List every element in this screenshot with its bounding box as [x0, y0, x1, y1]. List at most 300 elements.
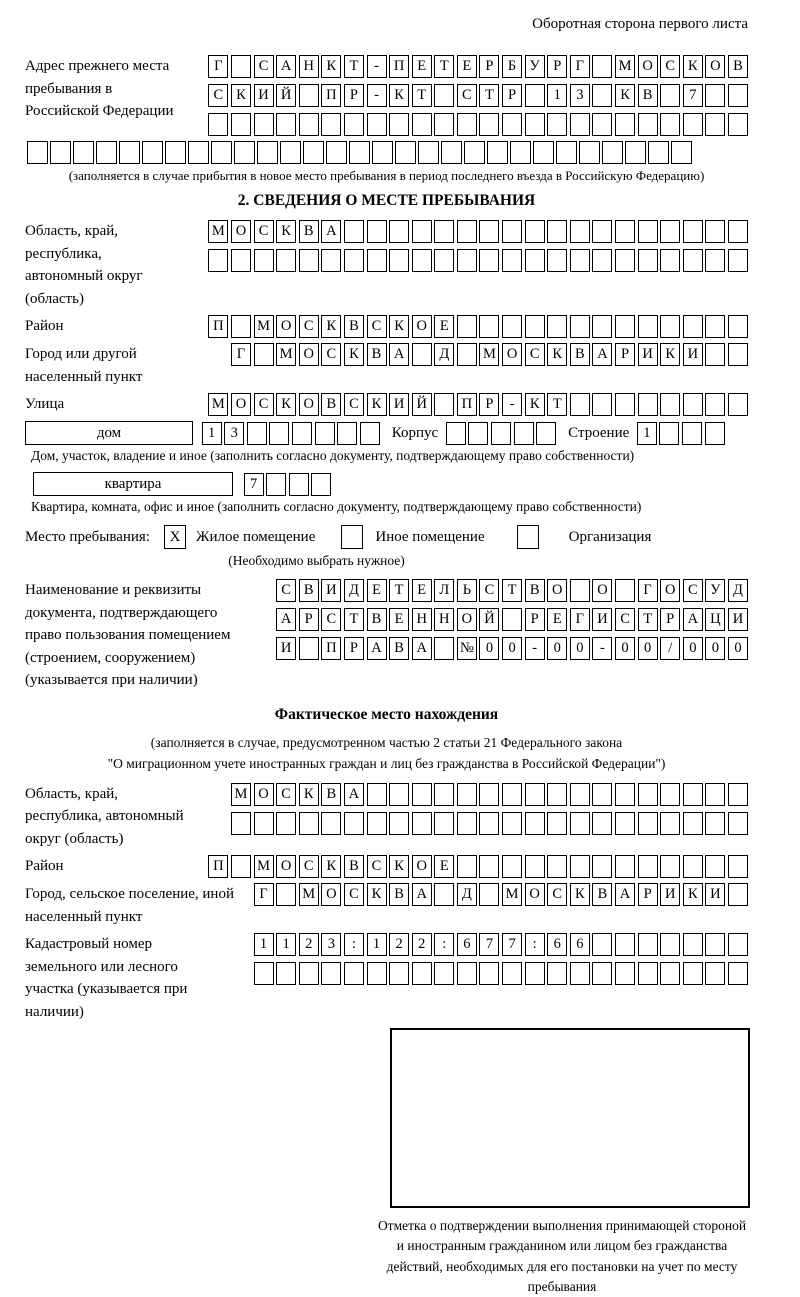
char-box[interactable]: И [321, 579, 341, 602]
char-box[interactable] [208, 249, 228, 272]
char-box[interactable] [446, 422, 466, 445]
char-box[interactable]: С [479, 579, 499, 602]
char-box[interactable]: М [254, 855, 274, 878]
char-box[interactable] [625, 141, 646, 164]
char-box[interactable] [638, 249, 658, 272]
char-box[interactable]: К [321, 55, 341, 78]
char-box[interactable] [728, 315, 748, 338]
char-box[interactable] [705, 220, 725, 243]
char-box[interactable]: Т [412, 84, 432, 107]
char-box[interactable] [638, 113, 658, 136]
char-box[interactable] [254, 343, 274, 366]
char-box[interactable]: 7 [244, 473, 264, 496]
char-box[interactable] [705, 933, 725, 956]
char-box[interactable] [208, 113, 228, 136]
char-box[interactable] [683, 393, 703, 416]
char-box[interactable]: П [389, 55, 409, 78]
char-box[interactable] [457, 220, 477, 243]
char-box[interactable] [728, 343, 748, 366]
char-box[interactable]: 1 [367, 933, 387, 956]
char-box[interactable]: А [592, 343, 612, 366]
char-box[interactable]: С [299, 315, 319, 338]
char-box[interactable] [728, 933, 748, 956]
char-box[interactable]: О [231, 220, 251, 243]
char-box[interactable]: 7 [502, 933, 522, 956]
char-box[interactable] [289, 473, 309, 496]
char-box[interactable]: : [344, 933, 364, 956]
char-box[interactable]: И [638, 343, 658, 366]
char-box[interactable]: А [321, 220, 341, 243]
char-box[interactable] [119, 141, 140, 164]
char-box[interactable] [434, 220, 454, 243]
char-box[interactable] [231, 113, 251, 136]
char-box[interactable]: О [254, 783, 274, 806]
char-box[interactable] [434, 783, 454, 806]
char-box[interactable] [682, 422, 702, 445]
char-box[interactable] [592, 783, 612, 806]
char-box[interactable] [514, 422, 534, 445]
char-box[interactable] [412, 962, 432, 985]
char-box[interactable] [615, 393, 635, 416]
char-box[interactable]: И [389, 393, 409, 416]
char-box[interactable] [728, 962, 748, 985]
char-box[interactable] [231, 249, 251, 272]
char-box[interactable] [292, 422, 312, 445]
char-box[interactable]: 0 [479, 637, 499, 660]
char-box[interactable] [660, 315, 680, 338]
char-box[interactable]: Б [502, 55, 522, 78]
char-box[interactable]: А [344, 783, 364, 806]
char-box[interactable]: Й [412, 393, 432, 416]
char-box[interactable] [615, 962, 635, 985]
char-box[interactable] [638, 393, 658, 416]
char-box[interactable]: М [254, 315, 274, 338]
char-box[interactable] [615, 855, 635, 878]
char-box[interactable]: К [389, 855, 409, 878]
char-box[interactable]: Р [660, 608, 680, 631]
char-box[interactable] [269, 422, 289, 445]
char-box[interactable] [547, 855, 567, 878]
char-box[interactable] [660, 249, 680, 272]
char-box[interactable]: С [321, 608, 341, 631]
char-box[interactable] [592, 113, 612, 136]
char-box[interactable] [344, 220, 364, 243]
char-box[interactable] [247, 422, 267, 445]
char-box[interactable]: В [321, 783, 341, 806]
char-box[interactable] [367, 220, 387, 243]
char-box[interactable] [344, 962, 364, 985]
char-box[interactable]: Й [276, 84, 296, 107]
char-box[interactable] [479, 855, 499, 878]
char-box[interactable]: 0 [683, 637, 703, 660]
char-box[interactable]: В [592, 883, 612, 906]
char-box[interactable] [344, 249, 364, 272]
char-box[interactable] [570, 812, 590, 835]
char-box[interactable]: К [683, 55, 703, 78]
char-box[interactable] [660, 113, 680, 136]
char-box[interactable]: К [683, 883, 703, 906]
char-box[interactable] [683, 962, 703, 985]
checkbox-residential[interactable]: X [164, 525, 186, 549]
char-box[interactable] [266, 473, 286, 496]
char-box[interactable] [556, 141, 577, 164]
char-box[interactable] [592, 315, 612, 338]
char-box[interactable] [299, 637, 319, 660]
char-box[interactable] [683, 855, 703, 878]
char-box[interactable] [479, 812, 499, 835]
char-box[interactable] [257, 141, 278, 164]
char-box[interactable]: 6 [547, 933, 567, 956]
char-box[interactable] [660, 84, 680, 107]
char-box[interactable] [479, 113, 499, 136]
char-box[interactable] [638, 855, 658, 878]
char-box[interactable] [254, 962, 274, 985]
char-box[interactable] [299, 249, 319, 272]
char-box[interactable]: О [547, 579, 567, 602]
char-box[interactable]: Е [389, 608, 409, 631]
char-box[interactable] [705, 783, 725, 806]
char-box[interactable]: 1 [276, 933, 296, 956]
char-box[interactable] [367, 812, 387, 835]
char-box[interactable] [570, 220, 590, 243]
char-box[interactable] [491, 422, 511, 445]
char-box[interactable] [457, 113, 477, 136]
char-box[interactable]: С [344, 393, 364, 416]
char-box[interactable]: Р [479, 55, 499, 78]
char-box[interactable] [592, 55, 612, 78]
char-box[interactable] [705, 422, 725, 445]
char-box[interactable]: Т [638, 608, 658, 631]
char-box[interactable] [592, 84, 612, 107]
char-box[interactable] [464, 141, 485, 164]
char-box[interactable] [457, 812, 477, 835]
char-box[interactable]: Т [502, 579, 522, 602]
char-box[interactable] [570, 113, 590, 136]
char-box[interactable] [592, 812, 612, 835]
char-box[interactable]: О [638, 55, 658, 78]
char-box[interactable] [728, 393, 748, 416]
char-box[interactable]: Г [231, 343, 251, 366]
char-box[interactable]: В [570, 343, 590, 366]
char-box[interactable]: 2 [389, 933, 409, 956]
char-box[interactable] [412, 343, 432, 366]
char-box[interactable] [276, 249, 296, 272]
char-box[interactable]: В [299, 220, 319, 243]
char-box[interactable] [231, 855, 251, 878]
char-box[interactable]: Е [412, 579, 432, 602]
char-box[interactable] [502, 608, 522, 631]
char-box[interactable]: 1 [637, 422, 657, 445]
char-box[interactable]: О [525, 883, 545, 906]
char-box[interactable]: Р [502, 84, 522, 107]
char-box[interactable]: И [254, 84, 274, 107]
char-box[interactable] [705, 812, 725, 835]
char-box[interactable] [502, 783, 522, 806]
char-box[interactable]: О [299, 393, 319, 416]
char-box[interactable]: К [276, 393, 296, 416]
char-box[interactable] [457, 249, 477, 272]
char-box[interactable]: К [389, 315, 409, 338]
char-box[interactable] [547, 113, 567, 136]
char-box[interactable] [683, 783, 703, 806]
char-box[interactable] [525, 855, 545, 878]
checkbox-organization[interactable] [517, 525, 539, 549]
char-box[interactable]: К [389, 84, 409, 107]
char-box[interactable]: Р [525, 608, 545, 631]
char-box[interactable] [510, 141, 531, 164]
char-box[interactable] [525, 315, 545, 338]
char-box[interactable]: Н [412, 608, 432, 631]
char-box[interactable] [705, 84, 725, 107]
char-box[interactable]: - [367, 84, 387, 107]
char-box[interactable] [525, 962, 545, 985]
char-box[interactable]: / [660, 637, 680, 660]
char-box[interactable]: 2 [299, 933, 319, 956]
char-box[interactable]: О [705, 55, 725, 78]
char-box[interactable] [457, 783, 477, 806]
char-box[interactable] [254, 812, 274, 835]
char-box[interactable] [660, 783, 680, 806]
char-box[interactable] [683, 933, 703, 956]
char-box[interactable] [299, 113, 319, 136]
char-box[interactable] [487, 141, 508, 164]
char-box[interactable] [570, 315, 590, 338]
char-box[interactable] [479, 783, 499, 806]
char-box[interactable]: - [367, 55, 387, 78]
char-box[interactable] [615, 579, 635, 602]
char-box[interactable] [502, 812, 522, 835]
char-box[interactable]: П [321, 637, 341, 660]
char-box[interactable]: 0 [547, 637, 567, 660]
char-box[interactable]: С [276, 783, 296, 806]
char-box[interactable] [683, 249, 703, 272]
char-box[interactable]: К [367, 883, 387, 906]
char-box[interactable]: 0 [570, 637, 590, 660]
char-box[interactable] [457, 315, 477, 338]
char-box[interactable]: Т [479, 84, 499, 107]
char-box[interactable]: У [525, 55, 545, 78]
char-box[interactable] [211, 141, 232, 164]
char-box[interactable] [638, 812, 658, 835]
char-box[interactable] [683, 220, 703, 243]
char-box[interactable] [299, 84, 319, 107]
char-box[interactable] [671, 141, 692, 164]
char-box[interactable] [638, 220, 658, 243]
char-box[interactable] [705, 315, 725, 338]
char-box[interactable] [231, 55, 251, 78]
char-box[interactable] [27, 141, 48, 164]
char-box[interactable] [367, 113, 387, 136]
char-box[interactable] [321, 962, 341, 985]
char-box[interactable] [280, 141, 301, 164]
char-box[interactable] [592, 962, 612, 985]
char-box[interactable]: М [208, 220, 228, 243]
char-box[interactable] [728, 783, 748, 806]
char-box[interactable] [311, 473, 331, 496]
char-box[interactable] [570, 249, 590, 272]
char-box[interactable] [344, 812, 364, 835]
char-box[interactable]: П [457, 393, 477, 416]
char-box[interactable] [360, 422, 380, 445]
char-box[interactable] [502, 855, 522, 878]
char-box[interactable]: И [276, 637, 296, 660]
char-box[interactable] [73, 141, 94, 164]
char-box[interactable]: - [502, 393, 522, 416]
char-box[interactable] [570, 962, 590, 985]
char-box[interactable] [570, 783, 590, 806]
char-box[interactable]: Д [457, 883, 477, 906]
char-box[interactable] [303, 141, 324, 164]
char-box[interactable]: 0 [705, 637, 725, 660]
char-box[interactable] [683, 315, 703, 338]
char-box[interactable] [276, 113, 296, 136]
char-box[interactable]: 7 [479, 933, 499, 956]
char-box[interactable] [434, 962, 454, 985]
char-box[interactable]: Р [638, 883, 658, 906]
char-box[interactable] [412, 783, 432, 806]
char-box[interactable]: К [525, 393, 545, 416]
char-box[interactable] [349, 141, 370, 164]
char-box[interactable]: 3 [321, 933, 341, 956]
char-box[interactable] [479, 315, 499, 338]
char-box[interactable]: 3 [570, 84, 590, 107]
char-box[interactable] [728, 84, 748, 107]
char-box[interactable] [705, 113, 725, 136]
char-box[interactable] [638, 783, 658, 806]
char-box[interactable]: С [615, 608, 635, 631]
char-box[interactable]: И [683, 343, 703, 366]
char-box[interactable]: И [728, 608, 748, 631]
char-box[interactable] [434, 393, 454, 416]
char-box[interactable] [660, 962, 680, 985]
char-box[interactable] [525, 249, 545, 272]
char-box[interactable]: А [367, 637, 387, 660]
char-box[interactable] [615, 812, 635, 835]
char-box[interactable]: С [299, 855, 319, 878]
char-box[interactable]: С [547, 883, 567, 906]
char-box[interactable]: Г [254, 883, 274, 906]
char-box[interactable]: И [592, 608, 612, 631]
char-box[interactable]: В [638, 84, 658, 107]
char-box[interactable]: М [208, 393, 228, 416]
char-box[interactable] [660, 812, 680, 835]
char-box[interactable]: 2 [412, 933, 432, 956]
char-box[interactable] [659, 422, 679, 445]
char-box[interactable] [570, 579, 590, 602]
char-box[interactable] [525, 84, 545, 107]
char-box[interactable] [372, 141, 393, 164]
checkbox-other-premises[interactable] [341, 525, 363, 549]
char-box[interactable] [389, 249, 409, 272]
char-box[interactable]: С [683, 579, 703, 602]
char-box[interactable] [502, 113, 522, 136]
char-box[interactable] [276, 962, 296, 985]
char-box[interactable] [389, 812, 409, 835]
char-box[interactable] [412, 220, 432, 243]
char-box[interactable] [434, 84, 454, 107]
char-box[interactable]: В [344, 855, 364, 878]
char-box[interactable]: Ь [457, 579, 477, 602]
char-box[interactable] [254, 113, 274, 136]
char-box[interactable] [728, 812, 748, 835]
char-box[interactable] [276, 812, 296, 835]
char-box[interactable] [579, 141, 600, 164]
char-box[interactable]: О [412, 315, 432, 338]
char-box[interactable]: 6 [457, 933, 477, 956]
char-box[interactable]: А [276, 608, 296, 631]
char-box[interactable]: К [344, 343, 364, 366]
char-box[interactable]: У [705, 579, 725, 602]
char-box[interactable] [321, 812, 341, 835]
char-box[interactable]: О [660, 579, 680, 602]
char-box[interactable]: В [367, 343, 387, 366]
char-box[interactable] [479, 962, 499, 985]
char-box[interactable]: К [231, 84, 251, 107]
char-box[interactable] [367, 962, 387, 985]
char-box[interactable]: А [615, 883, 635, 906]
char-box[interactable] [615, 315, 635, 338]
char-box[interactable] [50, 141, 71, 164]
char-box[interactable] [547, 812, 567, 835]
char-box[interactable] [395, 141, 416, 164]
char-box[interactable] [728, 883, 748, 906]
char-box[interactable]: О [299, 343, 319, 366]
char-box[interactable]: И [660, 883, 680, 906]
char-box[interactable]: П [321, 84, 341, 107]
char-box[interactable] [457, 855, 477, 878]
char-box[interactable] [547, 315, 567, 338]
char-box[interactable]: : [434, 933, 454, 956]
char-box[interactable]: К [299, 783, 319, 806]
char-box[interactable]: С [660, 55, 680, 78]
char-box[interactable]: Г [638, 579, 658, 602]
char-box[interactable]: № [457, 637, 477, 660]
char-box[interactable]: А [389, 343, 409, 366]
char-box[interactable]: М [276, 343, 296, 366]
char-box[interactable] [434, 812, 454, 835]
char-box[interactable] [165, 141, 186, 164]
char-box[interactable]: Е [367, 579, 387, 602]
char-box[interactable] [705, 855, 725, 878]
char-box[interactable]: - [525, 637, 545, 660]
char-box[interactable] [525, 783, 545, 806]
char-box[interactable]: К [321, 855, 341, 878]
char-box[interactable]: 0 [638, 637, 658, 660]
char-box[interactable]: С [254, 220, 274, 243]
char-box[interactable] [468, 422, 488, 445]
char-box[interactable]: О [276, 855, 296, 878]
char-box[interactable]: Т [434, 55, 454, 78]
char-box[interactable]: С [208, 84, 228, 107]
char-box[interactable] [434, 883, 454, 906]
char-box[interactable]: 0 [502, 637, 522, 660]
char-box[interactable]: 3 [224, 422, 244, 445]
char-box[interactable]: О [276, 315, 296, 338]
char-box[interactable] [389, 113, 409, 136]
char-box[interactable] [479, 220, 499, 243]
char-box[interactable]: М [502, 883, 522, 906]
char-box[interactable] [547, 220, 567, 243]
char-box[interactable] [326, 141, 347, 164]
char-box[interactable] [315, 422, 335, 445]
char-box[interactable] [525, 220, 545, 243]
char-box[interactable]: К [367, 393, 387, 416]
char-box[interactable] [441, 141, 462, 164]
char-box[interactable] [434, 113, 454, 136]
char-box[interactable] [344, 113, 364, 136]
char-box[interactable] [615, 783, 635, 806]
char-box[interactable]: В [321, 393, 341, 416]
